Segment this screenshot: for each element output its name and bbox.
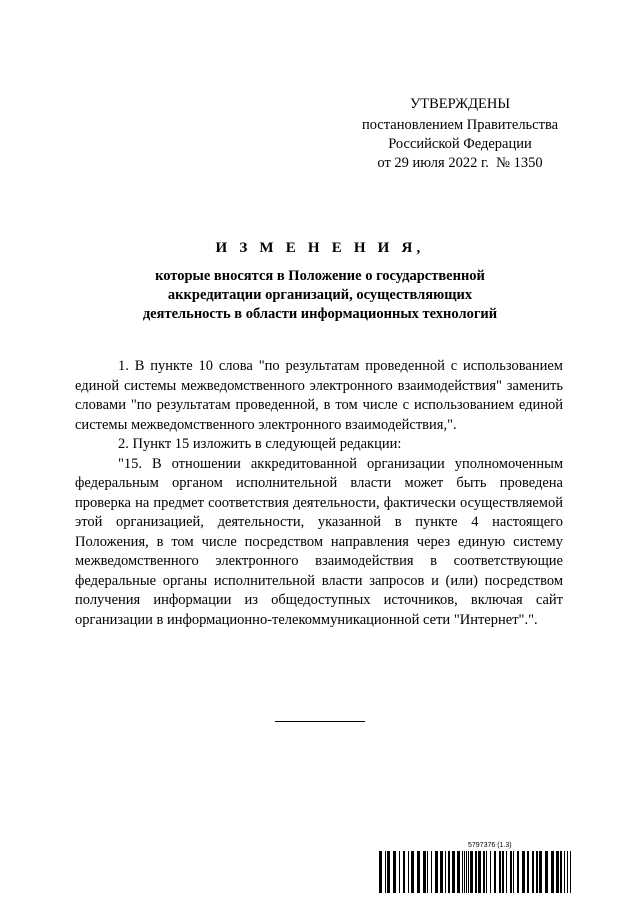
body-paragraph-2: 2. Пункт 15 изложить в следующей редакции:	[118, 436, 402, 452]
approval-date-line: от 29 июля 2022 г. № 1350	[377, 155, 543, 171]
barcode-code: 5797376 (1.3)	[468, 842, 512, 849]
body-paragraph-1: 1. В пункте 10 слова "по результатам проведенной с использованием единой системы межведомственного электронного взаимодействия" заменить словами "по результатам проведенной, в том числе с использованием единой системы межведомственного электронного взаимодействия,".	[75, 358, 563, 433]
approval-line-2: Российской Федерации	[388, 136, 532, 152]
subtitle-line-1: которые вносятся в Положение о государственной	[155, 268, 485, 284]
subtitle-line-2: аккредитации организаций, осуществляющих	[167, 287, 473, 303]
title-main: И З М Е Н Е Н И Я,	[215, 240, 425, 256]
approval-heading: УТВЕРЖДЕНЫ	[409, 96, 511, 112]
end-divider	[275, 721, 365, 722]
body-paragraph-3: "15. В отношении аккредитованной организации уполномоченным федеральным органом исполнительной власти может быть проведена проверка на предмет соответствия деятельности, фактически осуществляемой этой организацией, деятельности, указанной в пункте 4 настоящего Положения, в том числе посредством направления через единую систему межведомственного электронного взаимодействия в соответствующие федеральные органы исполнительной власти запросов и (или) посредством получения информации из общедоступных источников, включая сайт организации в информационно-телекоммуникационной сети "Интернет".".	[75, 455, 563, 628]
document-title	[0, 240, 640, 324]
approval-line-1: постановлением Правительства	[361, 117, 559, 133]
subtitle-line-3: деятельность в области информационных технологий	[142, 306, 498, 322]
title-subtitle	[0, 267, 640, 324]
document-body	[75, 357, 563, 630]
approval-stamp	[340, 95, 580, 173]
barcode-block	[378, 842, 573, 893]
barcode-icon	[378, 851, 573, 893]
